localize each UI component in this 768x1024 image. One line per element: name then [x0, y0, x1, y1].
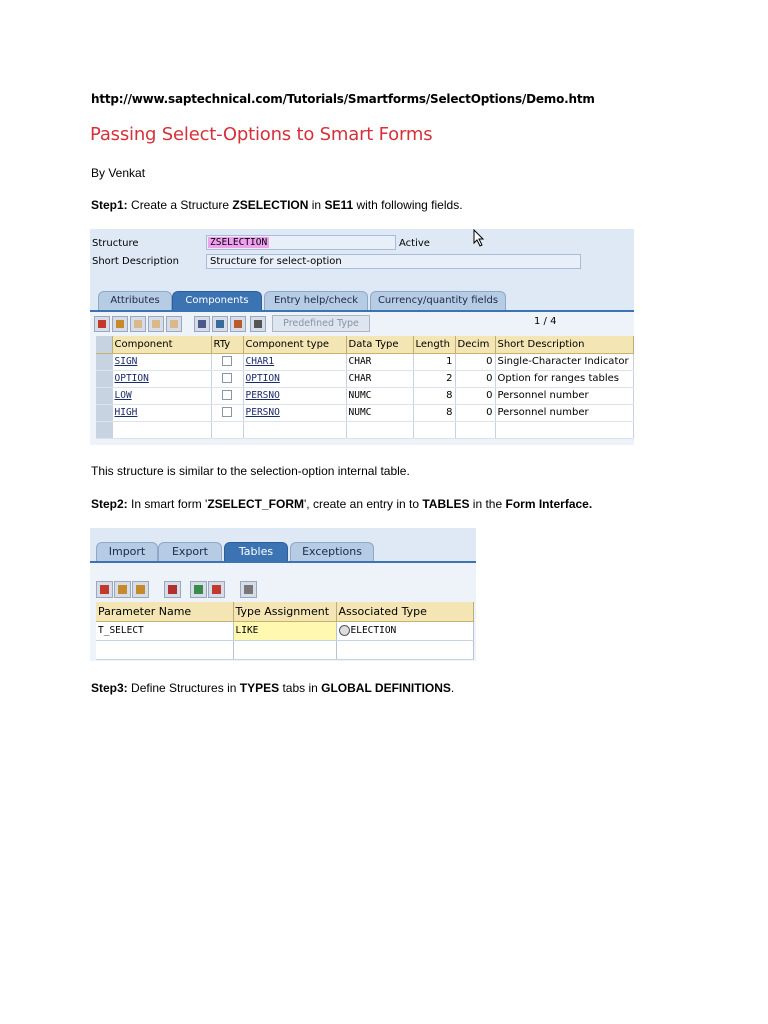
step2-label: Step2: — [91, 497, 128, 511]
tab-import[interactable]: Import — [96, 542, 158, 562]
col-parameter-name[interactable]: Parameter Name — [96, 602, 233, 621]
step1-text — [91, 198, 463, 212]
delete-row-icon[interactable] — [166, 316, 182, 332]
find-icon[interactable] — [212, 316, 228, 332]
decimals: 0 — [455, 353, 495, 370]
length: 2 — [413, 370, 455, 387]
step3-text — [91, 681, 454, 695]
table-row-empty[interactable] — [96, 640, 473, 659]
step3-b2: GLOBAL DEFINITIONS — [321, 681, 451, 695]
component-name[interactable]: OPTION — [114, 373, 149, 384]
col-rty[interactable]: RTy — [211, 336, 243, 353]
step2-t2: ', create an entry in to — [304, 497, 423, 511]
step1-t1: Create a Structure — [127, 198, 233, 212]
step3-label: Step3: — [91, 681, 128, 695]
structure-label: Structure — [92, 238, 139, 249]
row-selector[interactable] — [96, 387, 112, 404]
components-panel — [90, 310, 634, 445]
note-text: This structure is similar to the selection-option internal table. — [91, 464, 410, 478]
data-type: CHAR — [346, 370, 413, 387]
author-line: By Venkat — [91, 166, 146, 180]
check-icon[interactable] — [240, 581, 257, 598]
tab-tables[interactable]: Tables — [224, 542, 288, 562]
rty-checkbox[interactable] — [222, 407, 232, 417]
short-desc: Personnel number — [495, 387, 633, 404]
tab-entry-help[interactable]: Entry help/check — [264, 291, 368, 310]
step1-b1: ZSELECTION — [232, 198, 309, 212]
col-associated-type[interactable]: Associated Type — [336, 602, 473, 621]
predefined-type-button[interactable]: Predefined Type — [272, 315, 370, 332]
tab-exceptions[interactable]: Exceptions — [290, 542, 374, 562]
row-selector[interactable] — [96, 421, 112, 438]
paste-icon[interactable] — [130, 316, 146, 332]
copy-icon[interactable] — [112, 316, 128, 332]
status-text: Active — [399, 238, 430, 249]
step2-text — [91, 497, 592, 511]
step2-b2: TABLES — [422, 497, 470, 511]
cut-icon[interactable] — [96, 581, 113, 598]
step1-t3: with following fields. — [353, 198, 463, 212]
delete-row-icon[interactable] — [208, 581, 225, 598]
table-row[interactable] — [96, 404, 633, 421]
short-desc: Option for ranges tables — [495, 370, 633, 387]
form-interface-screenshot — [90, 528, 476, 661]
step3-t2: tabs in — [279, 681, 322, 695]
table-header — [96, 336, 633, 353]
row-selector[interactable] — [96, 353, 112, 370]
step2-b3: Form Interface. — [505, 497, 593, 511]
filter-icon[interactable] — [230, 316, 246, 332]
tab-currency-quantity[interactable]: Currency/quantity fields — [370, 291, 506, 310]
table-row[interactable] — [96, 621, 473, 640]
type-assignment[interactable]: LIKE — [233, 621, 336, 640]
table-row[interactable] — [96, 353, 633, 370]
step2-t3: in the — [469, 497, 506, 511]
se11-screenshot — [90, 229, 634, 445]
se11-tabbar — [90, 289, 634, 311]
rty-checkbox[interactable] — [222, 390, 232, 400]
data-type: CHAR — [346, 353, 413, 370]
row-selector[interactable] — [96, 404, 112, 421]
table-row[interactable] — [96, 387, 633, 404]
component-type[interactable]: PERSNO — [245, 407, 280, 418]
length: 8 — [413, 387, 455, 404]
copy-icon[interactable] — [114, 581, 131, 598]
component-type[interactable]: PERSNO — [245, 390, 280, 401]
tables-table — [96, 602, 474, 660]
step2-t1: In smart form ' — [127, 497, 208, 511]
rty-checkbox[interactable] — [222, 373, 232, 383]
insert-row-icon[interactable] — [148, 316, 164, 332]
table-header — [96, 602, 473, 621]
short-desc: Single-Character Indicator — [495, 353, 633, 370]
col-decim[interactable]: Decim — [455, 336, 495, 353]
step2-b1: ZSELECT_FORM — [207, 497, 304, 511]
step1-t2: in — [308, 198, 325, 212]
component-type[interactable]: OPTION — [245, 373, 280, 384]
mouse-cursor-icon — [473, 229, 485, 247]
data-type: NUMC — [346, 404, 413, 421]
cut-icon[interactable] — [94, 316, 110, 332]
pager-text: 1 / 4 — [534, 316, 557, 327]
page-title: Passing Select-Options to Smart Forms — [90, 124, 433, 145]
source-url[interactable]: http://www.saptechnical.com/Tutorials/Smartforms/SelectOptions/Demo.htm — [91, 92, 595, 106]
component-type[interactable]: CHAR1 — [245, 356, 275, 367]
component-name[interactable]: LOW — [114, 390, 132, 401]
col-component-type[interactable]: Component type — [243, 336, 346, 353]
short-desc-field[interactable] — [206, 254, 581, 269]
rty-checkbox[interactable] — [222, 356, 232, 366]
parameter-name[interactable]: T_SELECT — [96, 621, 233, 640]
col-data-type[interactable]: Data Type — [346, 336, 413, 353]
component-name[interactable]: HIGH — [114, 407, 138, 418]
step1-label: Step1: — [91, 198, 128, 212]
components-table — [96, 336, 634, 439]
insert-row-icon[interactable] — [190, 581, 207, 598]
decimals: 0 — [455, 404, 495, 421]
row-selector[interactable] — [96, 336, 112, 353]
decimals: 0 — [455, 387, 495, 404]
short-desc: Personnel number — [495, 404, 633, 421]
associated-type-cell[interactable] — [336, 621, 473, 640]
structure-value: ZSELECTION — [210, 237, 268, 248]
value-help-icon[interactable] — [339, 625, 350, 636]
paste-icon[interactable] — [132, 581, 149, 598]
sort-icon[interactable] — [194, 316, 210, 332]
step3-b1: TYPES — [239, 681, 280, 695]
step3-t1: Define Structures in — [127, 681, 240, 695]
table-row[interactable] — [96, 370, 633, 387]
structure-field[interactable] — [206, 235, 396, 250]
step3-t3: . — [450, 681, 455, 695]
col-length[interactable]: Length — [413, 336, 455, 353]
move-icon[interactable] — [164, 581, 181, 598]
step1-b2: SE11 — [324, 198, 354, 212]
short-desc-value: Structure for select-option — [210, 256, 342, 267]
row-selector[interactable] — [96, 370, 112, 387]
length: 1 — [413, 353, 455, 370]
col-component[interactable]: Component — [112, 336, 211, 353]
decimals: 0 — [455, 370, 495, 387]
tab-components[interactable]: Components — [172, 291, 262, 310]
col-type-assignment[interactable]: Type Assignment — [233, 602, 336, 621]
table-row-empty[interactable] — [96, 421, 633, 438]
associated-type: ELECTION — [350, 625, 397, 636]
tab-attributes[interactable]: Attributes — [98, 291, 172, 310]
tab-export[interactable]: Export — [158, 542, 222, 562]
up-icon[interactable] — [250, 316, 266, 332]
short-desc-label: Short Description — [92, 256, 179, 267]
data-type: NUMC — [346, 387, 413, 404]
length: 8 — [413, 404, 455, 421]
component-name[interactable]: SIGN — [114, 356, 138, 367]
col-short-desc[interactable]: Short Description — [495, 336, 633, 353]
